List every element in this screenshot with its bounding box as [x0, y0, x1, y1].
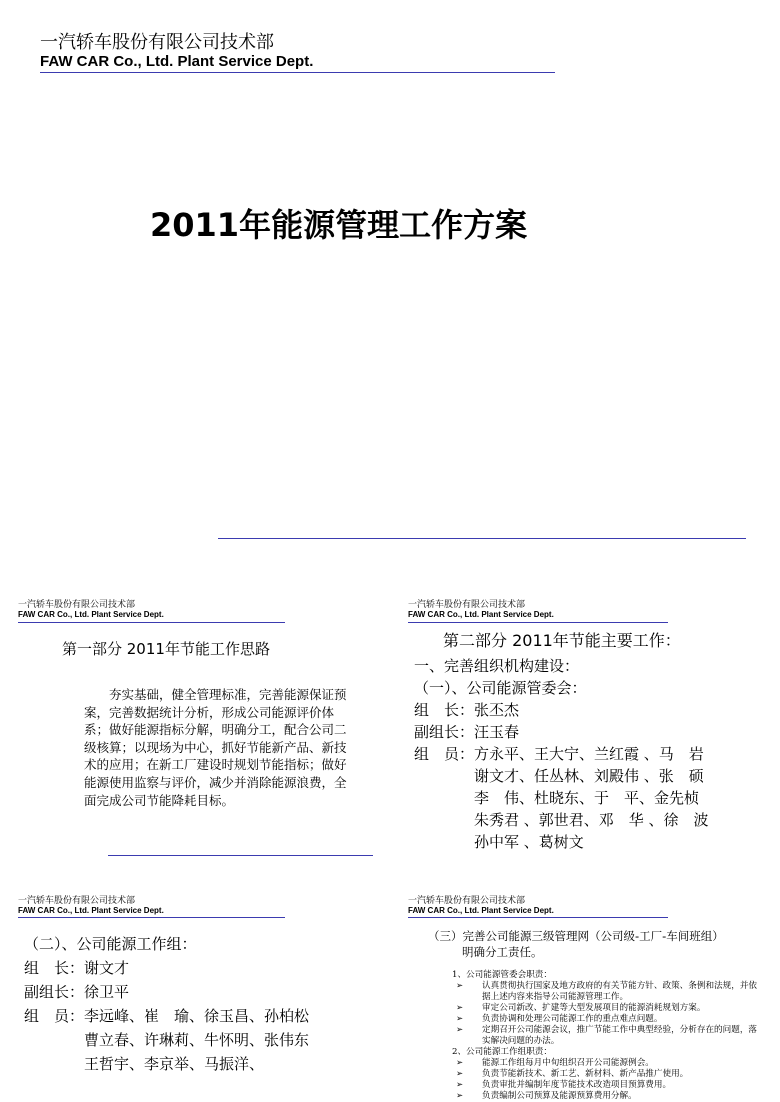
org-name-cn: 一汽轿车股份有限公司技术部	[408, 896, 526, 906]
header-rule	[408, 917, 668, 918]
members-line: 方永平、王大宁、兰红霞 、马 岩	[474, 745, 704, 763]
members-row	[24, 1004, 309, 1076]
members-line: 王哲宇、李京举、马振洋、	[84, 1055, 265, 1073]
subsection-heading: （一）、公司能源管委会：	[414, 679, 587, 697]
arrow-bullet-icon: ➢	[456, 981, 464, 991]
workgroup-list	[24, 932, 309, 1076]
leader-row	[414, 699, 709, 721]
org-name-cn: 一汽轿车股份有限公司技术部	[18, 600, 136, 610]
group-title: 1、公司能源管委会职责：	[452, 970, 552, 980]
deputy-name: 汪玉春	[474, 723, 520, 741]
org-name-cn: 一汽轿车股份有限公司技术部	[408, 600, 526, 610]
org-name-en: FAW CAR Co., Ltd. Plant Service Dept.	[408, 906, 554, 915]
subsection-heading: （二）、公司能源工作组：	[24, 935, 197, 953]
org-name-en: FAW CAR Co., Ltd. Plant Service Dept.	[40, 53, 314, 70]
deputy-row	[414, 721, 709, 743]
committee-list	[414, 655, 709, 853]
list-item: ➢ 负责编制公司预算及能源预算费用分解。	[452, 1091, 780, 1102]
header-rule	[18, 622, 285, 623]
slide-title: 第一部分 2011年节能工作思路	[62, 640, 270, 658]
arrow-bullet-icon: ➢	[456, 1058, 464, 1068]
members-line: 谢文才、任丛林、刘殿伟 、张 硕	[474, 767, 704, 785]
members-line: 朱秀君 、郭世君、邓 华 、徐 波	[474, 811, 709, 829]
leader-label: 组 长：	[414, 701, 475, 719]
group-title: 2、公司能源工作组职责：	[452, 1047, 552, 1057]
arrow-bullet-icon: ➢	[456, 1091, 464, 1101]
list-item: ➢ 负责节能新技术、新工艺、新材料、新产品推广使用。	[452, 1069, 780, 1080]
deputy-row	[24, 980, 309, 1004]
footer-rule	[108, 855, 373, 856]
slide-heading: （三）完善公司能源三级管理网（公司级-工厂-车间班组）	[428, 929, 724, 943]
footer-rule	[218, 538, 746, 539]
list-item: ➢ 认真贯彻执行国家及地方政府的有关节能方针、政策、条例和法规，并依据上述内容来指导公司能源管理工作。	[452, 981, 780, 1003]
arrow-bullet-icon: ➢	[456, 1080, 464, 1090]
members-line: 曹立春、许琳莉、牛怀明、张伟东	[84, 1031, 310, 1049]
slide-body: 夯实基础，健全管理标准，完善能源保证预案，完善数据统计分析，形成公司能源评价体系；做好能源指标分解，明确分工，配合公司二级核算；以现场为中心，抓好节能新产品、新技术的应用；在新工厂建设时规划节能指标；做好能源使用监察与评价，减少并消除能源浪费，全面完成公司节能降耗目标。	[84, 687, 347, 808]
cover-title: 2011年能源管理工作方案	[150, 206, 528, 244]
arrow-bullet-icon: ➢	[456, 1003, 464, 1013]
header-rule	[40, 72, 555, 73]
deputy-label: 副组长：	[24, 983, 85, 1001]
header-rule	[408, 622, 668, 623]
leader-row	[24, 956, 309, 980]
slide-title: 第二部分 2011年节能主要工作：	[443, 631, 681, 650]
leader-label: 组 长：	[24, 959, 85, 977]
members-row	[414, 743, 709, 853]
org-name-en: FAW CAR Co., Ltd. Plant Service Dept.	[18, 906, 164, 915]
list-item: ➢ 负责审批并编制年度节能技术改造项目预算费用。	[452, 1080, 780, 1091]
leader-name: 张丕杰	[474, 701, 520, 719]
org-name-cn: 一汽轿车股份有限公司技术部	[40, 32, 274, 53]
arrow-bullet-icon: ➢	[456, 1014, 464, 1024]
list-item: ➢ 能源工作组每月中旬组织召开公司能源例会。	[452, 1058, 780, 1069]
members-line: 李远峰、崔 瑜、徐玉昌、孙柏松	[84, 1007, 310, 1025]
list-item: ➢ 负责协调和处理公司能源工作的重点难点问题。	[452, 1014, 780, 1025]
duties-list	[452, 970, 780, 1102]
members-line: 李 伟、杜晓东、于 平、金先桢	[474, 789, 700, 807]
arrow-bullet-icon: ➢	[456, 1025, 464, 1035]
section-heading: 一、完善组织机构建设：	[414, 657, 580, 675]
org-name-en: FAW CAR Co., Ltd. Plant Service Dept.	[408, 610, 554, 619]
deputy-label: 副组长：	[414, 723, 475, 741]
header-rule	[18, 917, 285, 918]
slide-heading-cont: 明确分工责任。	[462, 945, 543, 959]
org-name-en: FAW CAR Co., Ltd. Plant Service Dept.	[18, 610, 164, 619]
org-name-cn: 一汽轿车股份有限公司技术部	[18, 896, 136, 906]
leader-name: 谢文才	[84, 959, 130, 977]
list-item: ➢ 审定公司新改、扩建等大型发展项目的能源消耗规划方案。	[452, 1003, 780, 1014]
members-label: 组 员：	[414, 745, 475, 763]
members-label: 组 员：	[24, 1007, 85, 1025]
list-item: ➢ 定期召开公司能源会议，推广节能工作中典型经验，分析存在的问题，落实解决问题的办法。	[452, 1025, 780, 1047]
arrow-bullet-icon: ➢	[456, 1069, 464, 1079]
members-line: 孙中军 、葛树文	[474, 833, 584, 851]
deputy-name: 徐卫平	[84, 983, 130, 1001]
